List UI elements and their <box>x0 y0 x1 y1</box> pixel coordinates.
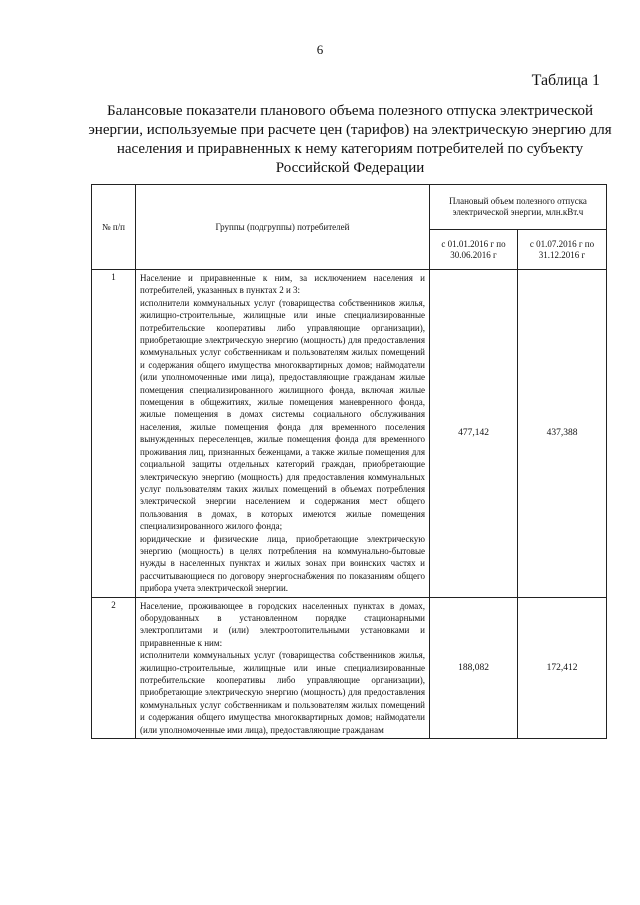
group-paragraph: Население, проживающее в городских населенных пунктах в домах, оборудованных в установленном порядке стационарными электроплитами и (или) электроотопительными установками и приравненные к ним: <box>140 600 425 648</box>
tariff-table <box>91 184 607 739</box>
table-row <box>92 597 607 738</box>
group-description <box>136 270 430 598</box>
header-num: № п/п <box>92 185 136 270</box>
group-paragraph: Население и приравненные к ним, за исключением населения и потребителей, указанных в пунктах 2 и 3: <box>140 273 425 296</box>
header-period-2: с 01.07.2016 г по 31.12.2016 г <box>518 230 607 270</box>
group-description <box>136 597 430 738</box>
table-row <box>92 270 607 598</box>
group-paragraph: исполнители коммунальных услуг (товарищества собственников жилья, жилищно-строительные, жилищные или иные специализированные потребительские кооперативы либо управляющие организации), приобретающие электрическую энергию (мощность) для предоставления коммунальных услуг собственникам и пользователям жилых помещений и содержания общего имущества многоквартирных домов; наймодатели (или уполномоченные ими лица), предоставляющие гражданам жилые помещения специализированного жилищного фонда, включая жилые помещения в общежитиях, жилые помещения маневренного фонда, жилые помещения в домах системы социального обслуживания населения, жилые помещения фонда для временного поселения вынужденных переселенцев, жилые помещения фонда для временного проживания лиц, признанных беженцами, а также жилые помещения для социальной защиты отдельных категорий граждан, приобретающие электрическую энергию (мощность) для предоставления коммунальных услуг пользователям таких жилых помещений в объемах потребления электрической энергии населением и содержания мест общего пользования в домах, в которых имеются жилые помещения специализированного жилого фонда; <box>140 297 425 532</box>
volume-period-2: 172,412 <box>518 597 607 738</box>
group-paragraph: исполнители коммунальных услуг (товарищества собственников жилья, жилищно-строительные, жилищные или иные специализированные потребительские кооперативы либо управляющие организации), приобретающие электрическую энергию (мощность) для предоставления коммунальных услуг собственникам и пользователям жилых помещений и содержания общего имущества многоквартирных домов; наймодатели (или уполномоченные ими лица), предоставляющие гражданам <box>140 650 425 735</box>
document-title: Балансовые показатели планового объема полезного отпуска электрической энергии, используемые при расчете цен (тарифов) на электрическую энергию для населения и приравненных к нему категориям потребителей по субъекту Российской Федерации <box>88 103 612 176</box>
group-paragraph: юридические и физические лица, приобретающие электрическую энергию (мощность) в целях потребления на коммунально-бытовые нужды в населенных пунктах и жилых зонах при воинских частях и рассчитывающиеся по договору энергоснабжения по показаниям общего прибора учета электрической энергии. <box>140 533 425 594</box>
header-volume: Плановый объем полезного отпуска электрической энергии, млн.кВт.ч <box>430 185 607 230</box>
volume-period-2: 437,388 <box>518 270 607 598</box>
volume-period-1: 188,082 <box>430 597 518 738</box>
volume-period-1: 477,142 <box>430 270 518 598</box>
table-label: Таблица 1 <box>531 72 600 89</box>
page-number: 6 <box>316 42 324 57</box>
row-number: 2 <box>92 597 136 738</box>
header-group: Группы (подгруппы) потребителей <box>136 185 430 270</box>
row-number: 1 <box>92 270 136 598</box>
header-period-1: с 01.01.2016 г по 30.06.2016 г <box>430 230 518 270</box>
